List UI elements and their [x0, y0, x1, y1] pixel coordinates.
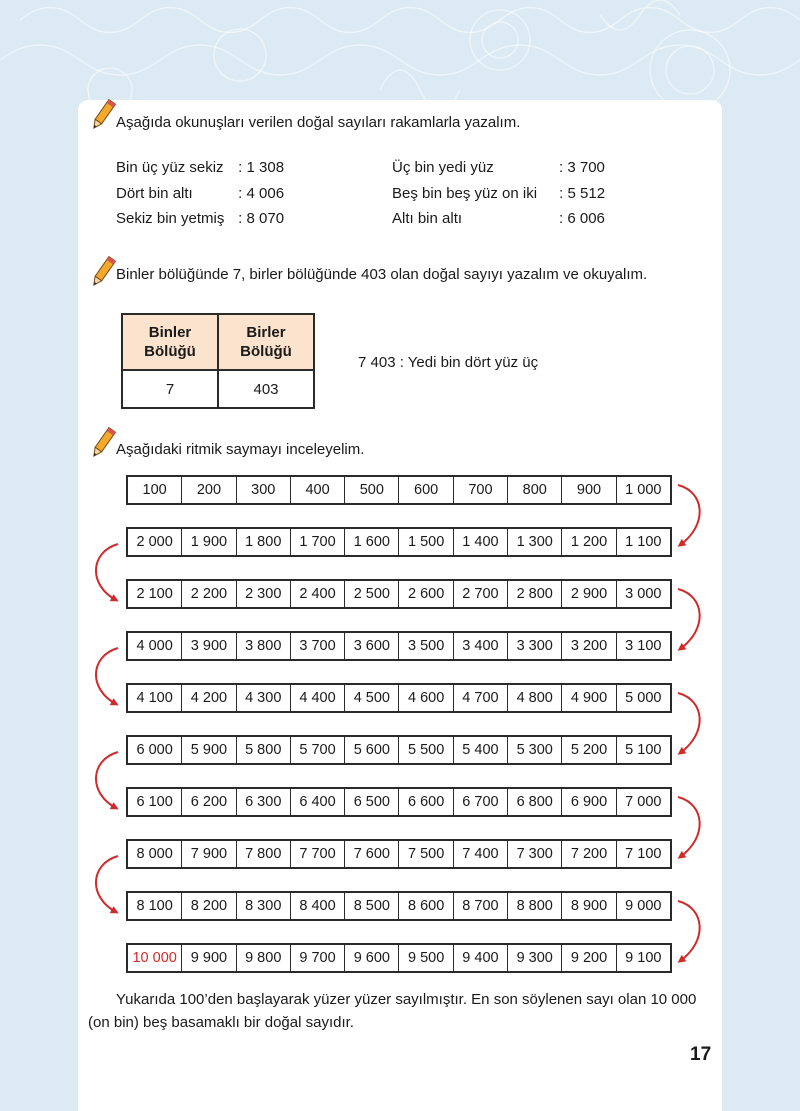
reading-separator: :	[555, 184, 568, 202]
reading-number: 1 308	[246, 159, 285, 176]
count-cell: 5 200	[562, 737, 616, 763]
count-cell: 1 900	[182, 529, 236, 555]
count-cell: 7 100	[625, 846, 662, 862]
count-cell: 8 500	[345, 893, 399, 919]
count-cell: 3 000	[625, 586, 662, 602]
reading-words: Sekiz bin yetmiş	[116, 210, 225, 227]
count-cell: 6 300	[237, 789, 291, 815]
count-cell: 9 100	[625, 950, 662, 966]
count-cell: 6 800	[508, 789, 562, 815]
count-cell: 8 900	[562, 893, 616, 919]
count-cell: 9 400	[454, 945, 508, 971]
count-cell: 3 800	[237, 633, 291, 659]
count-cell: 500	[345, 477, 399, 503]
reading-number: 3 700	[567, 159, 605, 176]
count-cell: 3 100	[625, 638, 662, 654]
count-cell: 9 500	[399, 945, 453, 971]
count-cell: 5 100	[625, 742, 662, 758]
count-cell: 4 600	[399, 685, 453, 711]
count-cell: 7 600	[345, 841, 399, 867]
count-cell: 6 900	[562, 789, 616, 815]
curved-arrow-right	[678, 797, 700, 857]
count-cell: 5 000	[625, 690, 662, 706]
count-cell: 8 300	[237, 893, 291, 919]
reading-number: 8 070	[246, 210, 285, 227]
curved-arrow-right	[678, 589, 700, 649]
count-cell: 6 200	[182, 789, 236, 815]
count-cell: 8 000	[128, 841, 182, 867]
count-cell: 1 200	[562, 529, 616, 555]
count-cell: 6 500	[345, 789, 399, 815]
count-cell: 5 300	[508, 737, 562, 763]
curved-arrow-right	[678, 901, 700, 961]
count-cell: 8 200	[182, 893, 236, 919]
count-cell: 5 400	[454, 737, 508, 763]
section-heading: Aşağıdaki ritmik saymayı inceleyelim.	[116, 441, 365, 458]
count-cell: 2 700	[454, 581, 508, 607]
count-cell: 9 700	[291, 945, 345, 971]
reading-separator: :	[559, 159, 568, 176]
count-cell: 8 800	[508, 893, 562, 919]
header-line: Bölüğü	[240, 343, 292, 360]
count-cell: 7 800	[237, 841, 291, 867]
reading-words: Dört bin altı	[116, 184, 193, 202]
count-cell: 4 700	[454, 685, 508, 711]
page-number: 17	[690, 1044, 712, 1065]
reading-separator: :	[559, 210, 568, 227]
count-cell: 6 700	[454, 789, 508, 815]
example-reading: 7 403 : Yedi bin dört yüz üç	[358, 354, 539, 371]
curved-arrow-right	[678, 693, 700, 753]
count-cell: 7 400	[454, 841, 508, 867]
curved-arrow-left	[96, 648, 118, 704]
count-cell: 6 600	[399, 789, 453, 815]
count-cell: 3 600	[345, 633, 399, 659]
count-cell: 900	[562, 477, 616, 503]
count-cell: 4 900	[562, 685, 616, 711]
count-cell: 5 600	[345, 737, 399, 763]
summary-paragraph: Yukarıda 100’den başlayarak yüzer yüzer sayılmıştır. En son söylenen sayı olan 10 000 (on bin) beş basamaklı bir doğal sayıdır.	[88, 991, 697, 1031]
count-cell: 2 200	[182, 581, 236, 607]
count-cell: 600	[399, 477, 453, 503]
count-cell: 9 600	[345, 945, 399, 971]
count-cell: 1 800	[237, 529, 291, 555]
count-cell: 2 400	[291, 581, 345, 607]
count-cell: 9 900	[182, 945, 236, 971]
reading-separator: :	[234, 159, 247, 176]
count-cell: 5 800	[237, 737, 291, 763]
count-cell: 3 400	[454, 633, 508, 659]
count-cell: 200	[182, 477, 236, 503]
curved-arrow-left	[96, 544, 118, 600]
count-cell: 4 200	[182, 685, 236, 711]
count-cell: 1 500	[399, 529, 453, 555]
count-cell: 5 700	[291, 737, 345, 763]
count-cell: 4 000	[128, 633, 182, 659]
count-cell: 2 300	[237, 581, 291, 607]
header-line: Bölüğü	[144, 343, 196, 360]
count-cell: 10 000	[128, 945, 182, 971]
count-cell: 3 900	[182, 633, 236, 659]
count-cell: 100	[128, 477, 182, 503]
count-cell: 4 500	[345, 685, 399, 711]
count-cell: 8 100	[128, 893, 182, 919]
curved-arrow-right	[678, 485, 700, 545]
count-cell: 700	[454, 477, 508, 503]
count-cell: 8 600	[399, 893, 453, 919]
count-cell: 8 700	[454, 893, 508, 919]
reading-number: 4 006	[246, 184, 285, 202]
count-cell: 6 400	[291, 789, 345, 815]
value-birler: 403	[218, 370, 314, 408]
count-cell: 8 400	[291, 893, 345, 919]
count-cell: 4 800	[508, 685, 562, 711]
count-cell: 2 000	[128, 529, 182, 555]
count-cell: 4 100	[128, 685, 182, 711]
count-cell: 2 100	[128, 581, 182, 607]
count-cell: 1 000	[625, 482, 662, 498]
count-cell: 9 000	[625, 898, 662, 914]
count-cell: 1 600	[345, 529, 399, 555]
count-cell: 7 200	[562, 841, 616, 867]
count-cell: 7 300	[508, 841, 562, 867]
count-cell: 7 700	[291, 841, 345, 867]
curved-arrow-left	[96, 752, 118, 808]
count-cell: 2 500	[345, 581, 399, 607]
section-heading: Aşağıda okunuşları verilen doğal sayıları rakamlarla yazalım.	[116, 114, 521, 131]
count-cell: 800	[508, 477, 562, 503]
count-cell: 3 200	[562, 633, 616, 659]
count-cell: 9 800	[237, 945, 291, 971]
reading-number: 5 512	[567, 184, 606, 202]
reading-number: 6 006	[567, 210, 605, 227]
count-cell: 1 700	[291, 529, 345, 555]
reading-separator: :	[234, 184, 247, 202]
count-cell: 300	[237, 477, 291, 503]
count-cell: 1 100	[625, 534, 662, 550]
count-cell: 3 300	[508, 633, 562, 659]
section-heading: Binler bölüğünde 7, birler bölüğünde 403 olan doğal sayıyı yazalım ve okuyalım.	[116, 266, 648, 283]
count-cell: 4 400	[291, 685, 345, 711]
count-cell: 7 000	[625, 794, 662, 810]
header-line: Binler	[148, 324, 192, 341]
reading-separator: :	[234, 210, 247, 227]
value-binler: 7	[122, 370, 218, 408]
reading-words: Bin üç yüz sekiz	[116, 159, 224, 176]
curved-arrow-left	[96, 856, 118, 912]
count-cell: 7 500	[399, 841, 453, 867]
count-cell: 2 900	[562, 581, 616, 607]
count-cell: 4 300	[237, 685, 291, 711]
count-cell: 9 200	[562, 945, 616, 971]
reading-words: Altı bin altı	[392, 210, 463, 227]
count-cell: 3 700	[291, 633, 345, 659]
count-cell: 5 900	[182, 737, 236, 763]
count-cell: 9 300	[508, 945, 562, 971]
count-cell: 6 100	[128, 789, 182, 815]
count-cell: 2 600	[399, 581, 453, 607]
count-cell: 1 300	[508, 529, 562, 555]
count-cell: 2 800	[508, 581, 562, 607]
count-cell: 5 500	[399, 737, 453, 763]
reading-words: Beş bin beş yüz on iki	[392, 184, 538, 202]
reading-words: Üç bin yedi yüz	[392, 159, 494, 176]
count-cell: 7 900	[182, 841, 236, 867]
header-line: Birler	[246, 324, 286, 341]
count-cell: 1 400	[454, 529, 508, 555]
count-cell: 3 500	[399, 633, 453, 659]
count-cell: 400	[291, 477, 345, 503]
count-cell: 6 000	[128, 737, 182, 763]
